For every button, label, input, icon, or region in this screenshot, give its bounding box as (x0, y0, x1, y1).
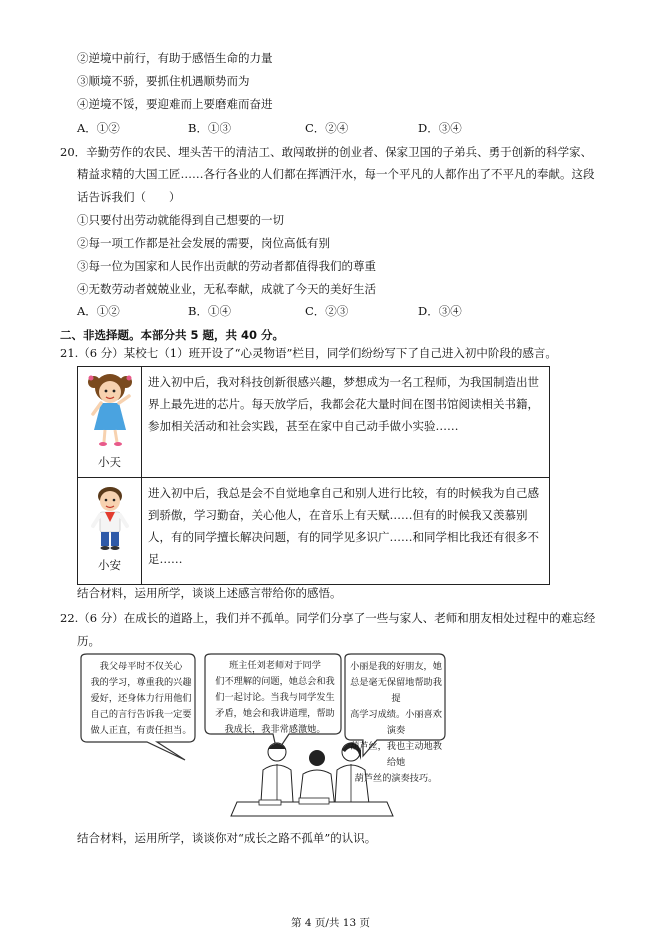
section-heading: 二、非选择题。本部分共 5 题，共 40 分。 (60, 328, 285, 342)
student-2-line-3: 人，有的同学擅长解决问题，有的同学见多识广……和同学相比我还有很多不 (148, 530, 539, 544)
girl-illustration (79, 370, 141, 450)
q22-illustration (77, 652, 447, 822)
student-2-text (142, 478, 550, 585)
student-2-line-4: 足…… (148, 552, 183, 566)
student-2-line-2: 到骄傲，学习勤奋，关心他人，在音乐上有天赋……但有的时候我又羡慕别 (148, 508, 528, 522)
q20-item-4: ④无数劳动者兢兢业业，无私奉献，成就了今天的美好生活 (77, 282, 376, 296)
student-2-name: 小安 (98, 558, 121, 572)
student-1-text (142, 367, 550, 478)
bubble-friend (349, 659, 443, 787)
student-1-name: 小天 (98, 455, 121, 469)
bubble-friend-line: 葫芦丝的演奏技巧。 (354, 773, 438, 784)
q20-stem-line-3: 话告诉我们（ ） (77, 190, 181, 204)
bubble-teacher-line: 班主任刘老师对于同学 (229, 660, 321, 671)
bubble-friend-line: 小丽是我的好朋友，她 (350, 661, 442, 672)
q20-option-a[interactable]: A．①② (77, 304, 120, 318)
bubble-friend-line: 高学习成绩。小丽喜欢演奏 (350, 709, 442, 736)
student-1-line-1: 进入初中后，我对科技创新很感兴趣，梦想成为一名工程师，为我国制造出世 (148, 375, 539, 389)
student-1-line-2: 界上最先进的芯片。每天放学后，我都会花大量时间在图书馆阅读相关书籍， (148, 397, 539, 411)
q19-option-b[interactable]: B．①③ (188, 121, 231, 135)
q21-prompt: 结合材料，运用所学，谈谈上述感言带给你的感悟。 (77, 586, 342, 600)
bubble-parents-line: 做人正直，有责任担当。 (90, 725, 192, 736)
q21-stem: 21.（6 分）某校七（1）班开设了“心灵物语”栏目，同学们纷纷写下了自己进入初中阶段的感言。 (60, 346, 557, 360)
bubble-teacher-line: 们不理解的问题，她总会和我 (215, 676, 335, 687)
boy-illustration (79, 482, 141, 558)
bubble-parents-line: 爱好，还身体力行用他们 (90, 693, 192, 704)
q20-option-b[interactable]: B．①④ (188, 304, 231, 318)
bubble-teacher-line: 矛盾，她会和我讲道理，帮助 (215, 708, 335, 719)
bubble-friend-line: 总是毫无保留地帮助我提 (350, 677, 442, 704)
q22-prompt: 结合材料，运用所学，谈谈你对“成长之路不孤单”的认识。 (77, 831, 377, 845)
q19-item-2: ②逆境中前行，有助于感悟生命的力量 (77, 51, 273, 65)
bubble-parents (89, 659, 193, 739)
bubble-teacher-line: 们一起讨论。当我与同学发生 (215, 692, 335, 703)
student-2-cell (78, 478, 142, 585)
bubble-teacher (211, 658, 339, 738)
page-footer: 第 4 页/共 13 页 (291, 917, 370, 929)
q20-item-2: ②每一项工作都是社会发展的需要，岗位高低有别 (77, 236, 330, 250)
student-1-cell (78, 367, 142, 478)
q19-item-3: ③顺境不骄，要抓住机遇顺势而为 (77, 74, 250, 88)
q19-option-a[interactable]: A．①② (77, 121, 120, 135)
bubble-parents-line: 自己的言行告诉我一定要 (90, 709, 192, 720)
student-2-line-1: 进入初中后，我总是会不自觉地拿自己和别人进行比较，有的时候我为自己感 (148, 486, 539, 500)
q20-option-d[interactable]: D．③④ (418, 304, 462, 318)
q20-item-3: ③每一位为国家和人民作出贡献的劳动者都值得我们的尊重 (77, 259, 376, 273)
bubble-teacher-line: 我成长，我非常感激她。 (224, 724, 326, 735)
q21-table (77, 366, 550, 585)
q19-option-d[interactable]: D．③④ (418, 121, 462, 135)
q20-option-c[interactable]: C．②③ (305, 304, 349, 318)
q19-option-c[interactable]: C．②④ (305, 121, 349, 135)
q22-stem-line-2: 历。 (77, 634, 100, 648)
q19-item-4: ④逆境不馁，要迎难而上要磨难而奋进 (77, 97, 273, 111)
bubble-parents-line: 我父母平时不仅关心 (99, 661, 183, 672)
student-1-line-3: 参加相关活动和社会实践，甚至在家中自己动手做小实验…… (148, 419, 459, 433)
q20-stem-line-1: 20．辛勤劳作的农民、埋头苦干的清洁工、敢闯敢拼的创业者、保家卫国的子弟兵、勇于创新的科学家、 (60, 145, 593, 159)
bubble-friend-line: 葫芦丝，我也主动地教给她 (350, 741, 442, 768)
bubble-parents-line: 我的学习，尊重我的兴趣 (90, 677, 192, 688)
q22-stem-line-1: 22.（6 分）在成长的道路上，我们并不孤单。同学们分享了一些与家人、老师和朋友相处过程中的难忘经 (60, 611, 596, 625)
q20-item-1: ①只要付出劳动就能得到自己想要的一切 (77, 213, 284, 227)
q20-stem-line-2: 精益求精的大国工匠……各行各业的人们都在挥洒汗水，每一个平凡的人都作出了不平凡的奉献。这段 (77, 167, 595, 181)
